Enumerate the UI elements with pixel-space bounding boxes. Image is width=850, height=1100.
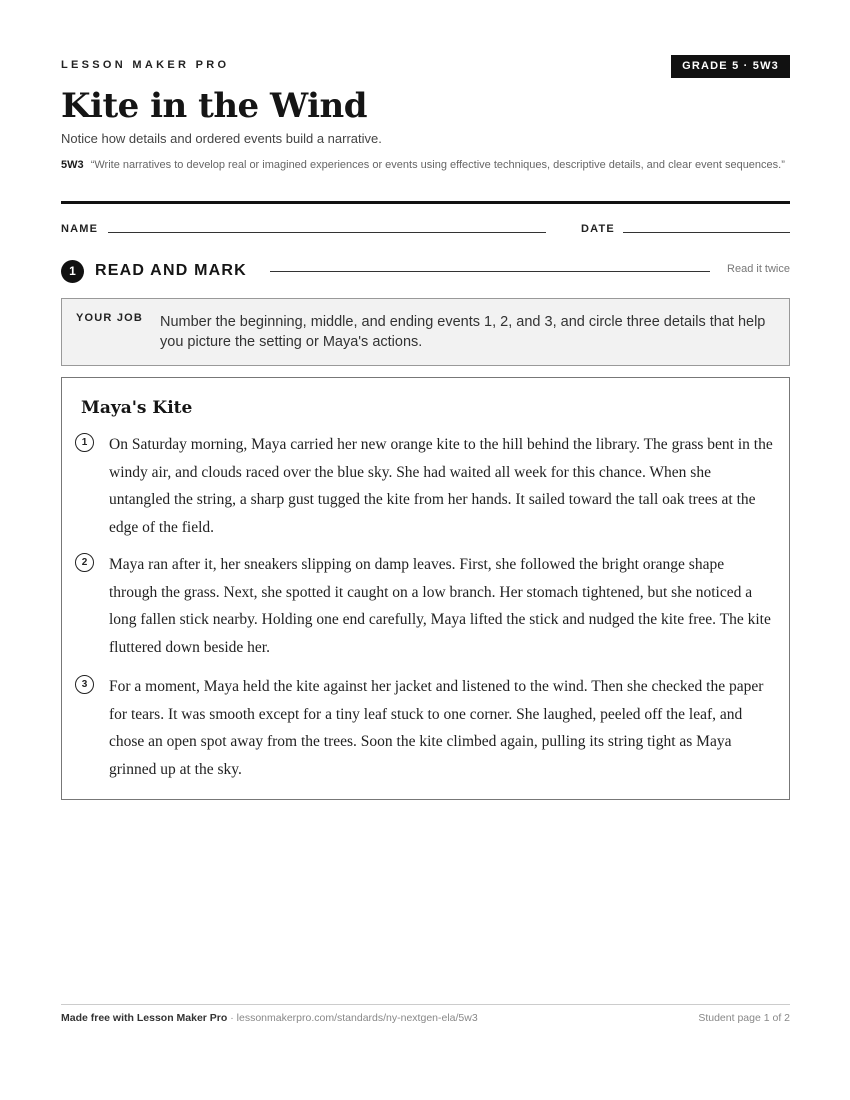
section-title: READ AND MARK: [95, 262, 247, 279]
paragraph-number-circle[interactable]: 2: [75, 553, 94, 572]
date-label: DATE: [581, 223, 615, 235]
section-note: Read it twice: [727, 263, 790, 275]
standard-text: “Write narratives to develop real or imagined experiences or events using effective techniques, descriptive details, and clear event sequences.”: [90, 159, 785, 171]
paragraph-text: On Saturday morning, Maya carried her new orange kite to the hill behind the library. The grass bent in the windy air, and clouds raced over the blue sky. She had waited all week for this chance. When she untangled the string, a sharp gust tugged the kite from her hands. It sailed toward the tall oak trees at the edge of the field.: [109, 436, 773, 536]
standard-code: 5W3: [61, 159, 84, 171]
paragraph-number-circle[interactable]: 1: [75, 433, 94, 452]
your-job-instructions: Number the beginning, middle, and ending events 1, 2, and 3, and circle three details that help you picture the setting or Maya's actions.: [160, 314, 766, 350]
name-date-row: [61, 221, 790, 237]
your-job-box: [61, 298, 790, 366]
footer-url[interactable]: · lessonmakerpro.com/standards/ny-nextgen-ela/5w3: [227, 1012, 478, 1024]
name-label: NAME: [61, 223, 99, 235]
paragraph-text: Maya ran after it, her sneakers slipping on damp leaves. First, she followed the bright orange shape through the grass. Next, she spotted it caught on a low branch. Her stomach tightened, but she noticed a long fallen stick nearby. Holding one end carefully, Maya lifted the stick and nudged the kite free. The kite fluttered down beside her.: [109, 556, 771, 656]
header-divider: [61, 201, 790, 204]
date-field-line[interactable]: [623, 232, 790, 233]
grade-badge: GRADE 5 · 5W3: [671, 55, 790, 78]
step-number-badge: 1: [61, 260, 84, 283]
standard-description: [61, 157, 790, 174]
page-subtitle: Notice how details and ordered events build a narrative.: [61, 131, 382, 146]
section-header: [61, 260, 790, 282]
footer-page-number: Student page 1 of 2: [698, 1012, 790, 1024]
footer-credit: Made free with Lesson Maker Pro: [61, 1012, 228, 1024]
story-passage: [61, 377, 790, 800]
page-footer: [61, 1012, 790, 1024]
page-title: Kite in the Wind: [61, 86, 368, 126]
paragraph-text: For a moment, Maya held the kite against her jacket and listened to the wind. Then she checked the paper for tears. It was smooth except for a tiny leaf stuck to one corner. She laughed, peeled off the leaf, and chose an open spot away from the trees. Soon the kite climbed again, pulling its string tight as Maya grinned up at the sky.: [109, 678, 764, 778]
paragraph-number-circle[interactable]: 3: [75, 675, 94, 694]
footer-divider: [61, 1004, 790, 1005]
story-title: Maya's Kite: [81, 398, 193, 418]
your-job-label: YOUR JOB: [76, 312, 144, 324]
brand-name: LESSON MAKER PRO: [61, 59, 230, 71]
name-field-line[interactable]: [108, 232, 546, 233]
worksheet-page: [61, 0, 790, 1100]
section-divider: [270, 271, 710, 272]
